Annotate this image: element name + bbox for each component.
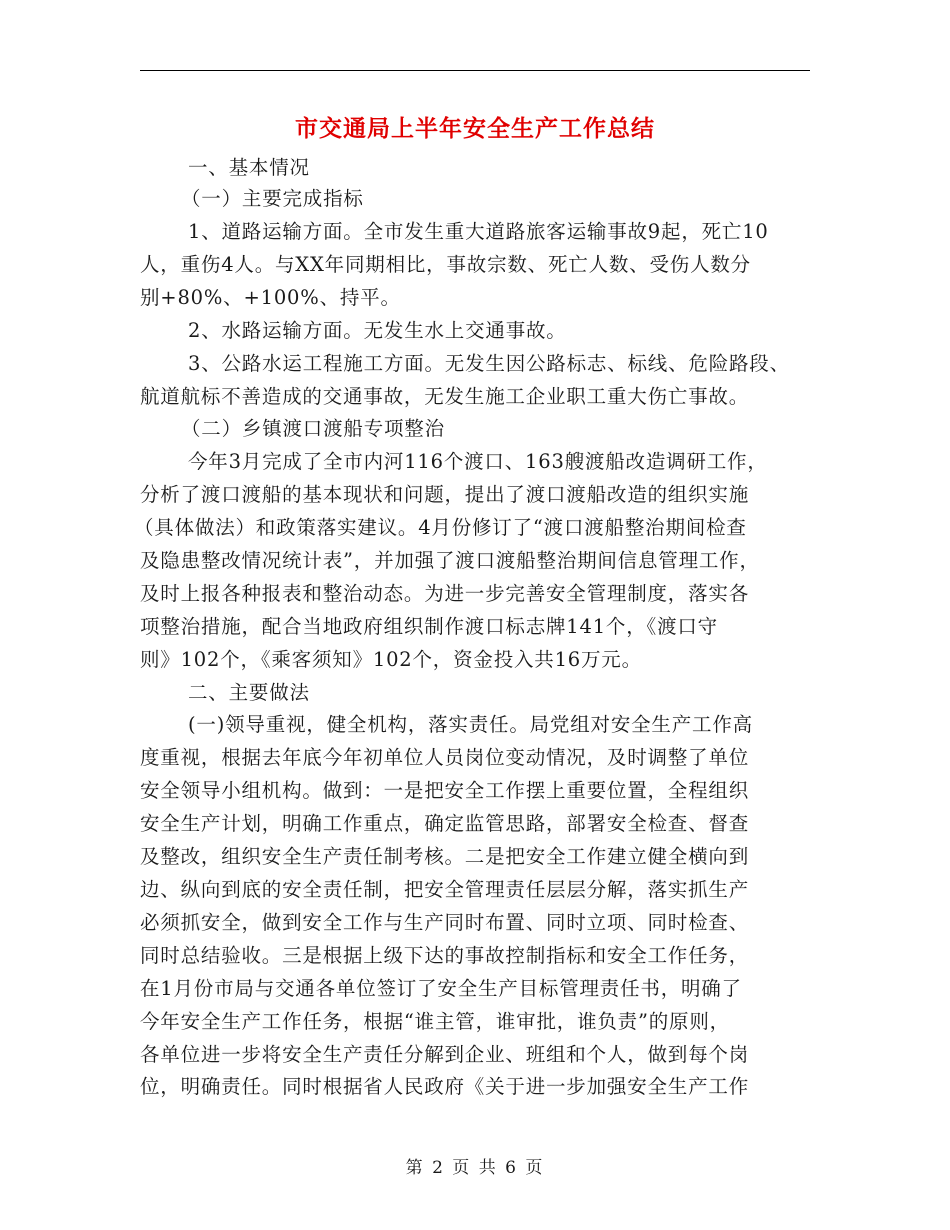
paragraph-line: （具体做法）和政策落实建议。4月份修订了“渡口渡船整治期间检查	[134, 516, 747, 539]
paragraph-line: 度重视，根据去年底今年初单位人员岗位变动情况，及时调整了单位	[140, 746, 750, 769]
paragraph-line: 2、水路运输方面。无发生水上交通事故。	[188, 319, 567, 342]
section-heading-basic: 一、基本情况	[188, 156, 310, 179]
paragraph-line: 人，重伤4人。与XX年同期相比，事故宗数、死亡人数、受伤人数分	[140, 253, 751, 276]
paragraph-line: 及整改，组织安全生产责任制考核。二是把安全工作建立健全横向到	[140, 845, 750, 868]
paragraph-line: 1、道路运输方面。全市发生重大道路旅客运输事故9起，死亡10	[188, 220, 769, 243]
paragraph-line: 今年安全生产工作任务，根据“谁主管，谁审批，谁负责”的原则，	[140, 1010, 730, 1033]
paragraph-line: 位，明确责任。同时根据省人民政府《关于进一步加强安全生产工作	[140, 1075, 750, 1098]
paragraph-line: 及隐患整改情况统计表”，并加强了渡口渡船整治期间信息管理工作，	[140, 549, 760, 572]
paragraph-line: 各单位进一步将安全生产责任分解到企业、班组和个人，做到每个岗	[140, 1043, 750, 1066]
paragraph-line: 航道航标不善造成的交通事故，无发生施工企业职工重大伤亡事故。	[140, 385, 750, 408]
document-title: 市交通局上半年安全生产工作总结	[295, 115, 655, 142]
paragraph-line: 项整治措施，配合当地政府组织制作渡口标志牌141个，《渡口守	[140, 615, 718, 638]
paragraph-line: 在1月份市局与交通各单位签订了安全生产目标管理责任书，明确了	[140, 977, 742, 1000]
paragraph-line: 边、纵向到底的安全责任制，把安全管理责任层层分解，落实抓生产	[140, 878, 750, 901]
paragraph-line: (一)领导重视，健全机构，落实责任。局党组对安全生产工作高	[188, 713, 753, 736]
paragraph-line: 分析了渡口渡船的基本现状和问题，提出了渡口渡船改造的组织实施	[140, 483, 750, 506]
paragraph-line: 同时总结验收。三是根据上级下达的事故控制指标和安全工作任务，	[140, 944, 750, 967]
paragraph-line: 及时上报各种报表和整治动态。为进一步完善安全管理制度，落实各	[140, 582, 750, 605]
subsection-heading-ferry: （二）乡镇渡口渡船专项整治	[181, 417, 445, 440]
paragraph-line: 安全生产计划，明确工作重点，确定监管思路，部署安全检查、督查	[140, 812, 750, 835]
paragraph-line: 3、公路水运工程施工方面。无发生因公路标志、标线、危险路段、	[188, 352, 790, 375]
paragraph-line: 别+80%、+100%、持平。	[140, 286, 401, 309]
paragraph-line: 则》102个，《乘客须知》102个，资金投入共16万元。	[140, 648, 642, 671]
header-rule	[140, 70, 810, 71]
subsection-heading-targets: （一）主要完成指标	[181, 187, 364, 210]
section-heading-practices: 二、主要做法	[188, 681, 310, 704]
page-number-footer: 第 2 页 共 6 页	[405, 1158, 545, 1178]
paragraph-line: 安全领导小组机构。做到：一是把安全工作摆上重要位置，全程组织	[140, 779, 750, 802]
paragraph-line: 必须抓安全，做到安全工作与生产同时布置、同时立项、同时检查、	[140, 911, 750, 934]
paragraph-line: 今年3月完成了全市内河116个渡口、163艘渡船改造调研工作，	[188, 450, 768, 473]
